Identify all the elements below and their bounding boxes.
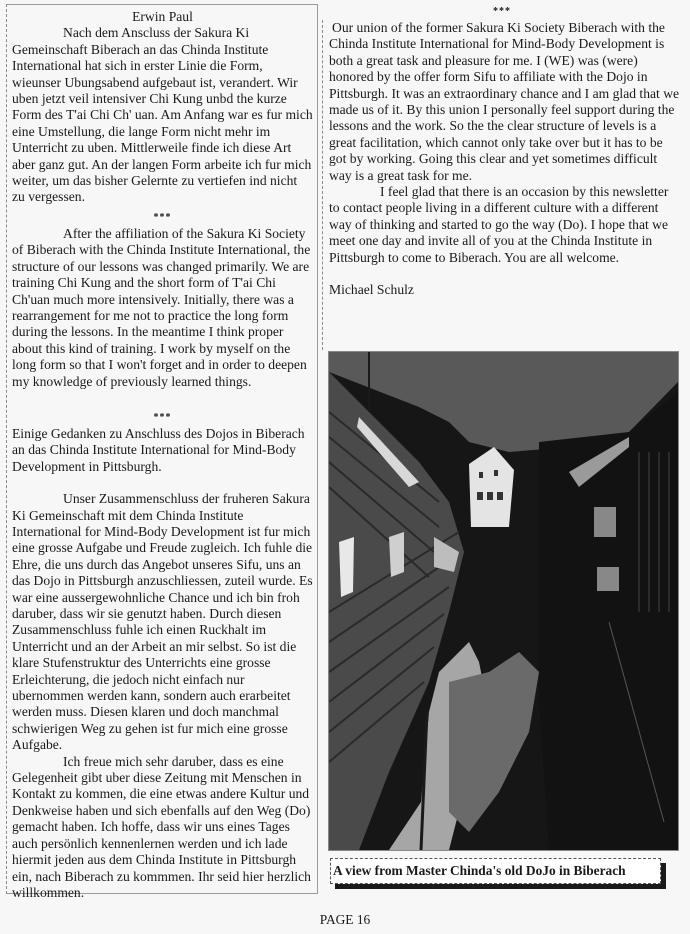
section-separator: *** — [153, 211, 172, 223]
section-separator: *** — [493, 6, 511, 17]
page-number: PAGE 16 — [319, 912, 371, 927]
german-paragraph-1: Nach dem Anscluss der Sakura Ki Gemeinschaft Biberach an das Chinda Institute International hat sich in erster Linie die Form, wieunser Ubungsabend aufgebaut ist, verandert. Wir uben jetzt veil intensiver Chi Kung unbd the kurze Form des T'ai Chi Ch' uan. Am Anfang war es fur mich eine Umstellung, die lange Form nicht mehr im Unterricht zu uben. Mittlerweile finde ich diese Art aber ganz gut. An der langen Form arbeite ich fur mich weiter, um das bisher Gelernte zu vertiefen ind nicht zu vergessen. — [12, 25, 313, 205]
english-paragraph-3: I feel glad that there is an occasion by this newsletter to contact people living in a different culture with a different way of thinking and started to go the way (Do). I hope that we meet one day and invite all of you at the Chinda Institute in Pittsburgh to come to Biberach. You are all welcome. — [329, 184, 669, 265]
street-photo-image — [329, 352, 678, 850]
signature: Michael Schulz — [329, 282, 414, 298]
section-heading: Einige Gedanken zu Anschluss des Dojos in Biberach an das Chinda Institute International for Mind-Body Development in Pittsburgh. — [12, 425, 305, 474]
street-photo — [328, 351, 679, 851]
section-separator: *** — [153, 411, 172, 423]
german-paragraph-2: Unser Zusammenschluss der fruheren Sakura Ki Gemeinschaft mit dem Chinda Institute International for Mind-Body Development ist fur mich eine grosse Aufgabe und Freude zugleich. Ich fuhle die Ehre, die uns durch das Angebot unseres Sifu, uns an das Dojo in Pittsburgh anzuschliessen, zuteil wurde. Es war eine aussergewohnliche Chance und ich bin froh daruber, dass wir sie genutzt haben. Durch diesen Zusammenschluss fuhle ich einen Ruckhalt im Unterricht und an der Arbeit an mir selbst. So ist die klare Stufenstruktur des Unterrichts eine grosse Erleichterung, die jedoch nicht einfach nur ubernommen werden kann, sondern auch erarbeitet werden muss. Diesen klaren und doch manchmal schwierigen Weg zu gehen ist fur mich eine grosse Aufgabe. — [12, 491, 313, 753]
right-text-block — [322, 20, 682, 350]
english-paragraph-1: After the affiliation of the Sakura Ki Society of Biberach with the Chinda Institute International, the structure of our lessons was changed primarily. We are training Chi Kung and the short form of T'ai Chi Ch'uan much more intensively. Initially, there was a rearrangement for me not to practice the long form during the lessons. In the meantime I think proper about this kind of training. I work by myself on the long form so that I won't forget and in order to deepen my knowledge of previously learned things. — [12, 225, 311, 389]
english-paragraph-2: Our union of the former Sakura Ki Society Biberach with the Chinda Institute International for Mind-Body Development is both a great task and pleasure for me. I (WE) was (were) honored by the offer form Sifu to affiliate with the Dojo in Pittsburgh. It was an extraordinary chance and I am glad that we made us of it. By this union I personally feel support during the lessons and the work. So the the clear structure of levels is a great facilitation, which cannot only take over but it has to be got by working. Going this clear and yet sometimes difficult way is a great task for me. — [329, 20, 680, 183]
photo-caption: A view from Master Chinda's old DoJo in Biberach — [330, 858, 661, 884]
left-column — [6, 4, 318, 900]
right-column — [322, 6, 682, 350]
author-name: Erwin Paul — [132, 9, 193, 24]
german-paragraph-3: Ich freue mich sehr daruber, dass es eine Gelegenheit gibt uber diese Zeitung mit Menschen in Kontakt zu kommen, die eine etwas andere Kultur und Denkweise haben und sich ebenfalls auf den Weg (Do) gemacht haben. Ich hoffe, dass wir uns eines Tages auch persönlich kennenlernen werden und ich lade hiermit jeden aus dem Chinda Institute in Pittsburgh ein, nach Biberach zu kommmen. Ihr seid hier herzlich willkommen. — [12, 753, 311, 900]
